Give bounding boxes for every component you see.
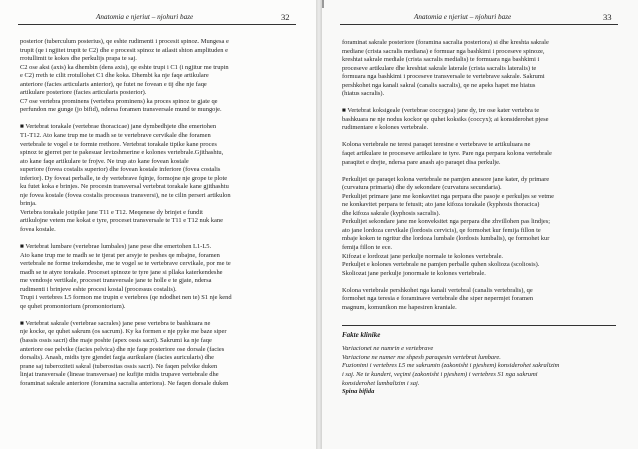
text-line: Kolona vertebrale ne teresi paraqet teresine e vertebrave te artikuluara ne bbox=[342, 141, 531, 149]
text-line: perfundon me gunge (jo bifid), ndersa foramen transversale mund te mungoje. bbox=[20, 106, 222, 114]
text-line: anteriore ose pelvike (facies pelvica) dhe nje faqe posteriore ose dorsale (facies bbox=[20, 345, 225, 353]
text-line: inferior). Dy foveat perballe, te dy vertebrave fqinje, formojne nje grope te plote bbox=[20, 174, 228, 182]
text-line: ato jane lordoza cervikale (lordosis cervicis), qe formohet kur femija fillon te bbox=[342, 226, 541, 234]
text-line: rudimentare e kolones vertebrale. bbox=[342, 124, 429, 132]
left-body bbox=[20, 38, 298, 388]
page-number: 32 bbox=[281, 12, 290, 22]
text-line: Variacione ne numer me shpesh paraqesin vertebrat lumbare. bbox=[342, 353, 501, 361]
text-line: e C2) rreth te cilit rrotullohet C1 dhe koka. Dhembi ka nje faqe artikulare bbox=[20, 72, 209, 80]
text-line: madh se te atyre torakale. Proceset spinoze te tyre jane si pllaka katerkendeshe bbox=[20, 268, 223, 276]
paragraph-lumbar bbox=[20, 243, 298, 311]
paragraph-curvatures bbox=[342, 176, 620, 279]
text-line: Kifozat e lordozat jane perkulje normale te kolones vertebrale. bbox=[342, 252, 504, 260]
text-line: foraminat sakrale anteriore (foramina sacralia anteriora). Ne faqen dorsale duken bbox=[20, 379, 229, 387]
text-line: vertebrale te vogel e te formte rrethore. Vertebrat torakale tipike kane proces bbox=[20, 140, 217, 148]
right-page bbox=[322, 0, 638, 449]
running-header: Anatomia e njeriut – njohuri baze bbox=[96, 13, 194, 21]
text-line: Variacionet ne numrin e vertebrave bbox=[342, 345, 434, 353]
text-line: magnum, komunikon me hapesiren kraniale. bbox=[342, 303, 457, 311]
text-line: konsiderohet lumbalizim i saj. bbox=[342, 379, 420, 387]
text-line: proceseve artikulare dhe kreshtat sakrale laterale (crista sacralis lateralis) te bbox=[342, 64, 537, 72]
text-line: spinoz te gjerret per te pakesuar levizshmerine e kolones vertebrale.Gjithashtu, bbox=[20, 149, 224, 157]
text-line: (bassis ossis sacri) dhe maje poshte (apex ossis sacri). Sakrumi ka nje faqe bbox=[20, 337, 212, 344]
paragraph-coccygeal bbox=[342, 107, 620, 133]
text-line: anteriore (facies articularis anterior), qe futet ne fovean e tij dhe nje faqe bbox=[20, 80, 207, 88]
paragraph-sacral bbox=[20, 320, 298, 388]
text-line: Perkulijet sekondare jane me konveksitet nga perpara dhe zhvillohen pas lindjes; bbox=[342, 218, 551, 226]
text-line: artikulare posteriore (facies articularis posterior). bbox=[20, 89, 147, 97]
paragraph-column bbox=[342, 141, 620, 167]
text-line: superiore (fovea costalis superior) dhe fovean kostale inferiore (fovea costalis bbox=[20, 166, 221, 174]
text-line: mbaje koken te ngritur dhe lordoza lumbale (lordosis lumbalis), qe formohet kur bbox=[342, 235, 550, 243]
text-line: Perkulijet primare jane me konkavitet nga perpara dhe pasoje e perkuljes se vetme bbox=[342, 192, 554, 200]
text-line: qe quhet promontorium (promontorium). bbox=[20, 302, 126, 310]
paragraph-canal bbox=[342, 287, 620, 313]
text-line: artikulojne vetem me kokat e tyre, proceset transversale te T11 e T12 nuk kane bbox=[20, 217, 223, 225]
text-line: dorsalis). Anash, midis tyre gjendet faqja aurikulare (facies auricularis) dhe bbox=[20, 354, 214, 362]
header-rule bbox=[18, 24, 296, 25]
text-line: pershkohet nga kanali sakral (canalis sacralis), qe ne apeks hapet me hiatus bbox=[342, 81, 536, 89]
paragraph-atlas-end bbox=[20, 38, 298, 64]
page-number: 33 bbox=[603, 12, 612, 22]
text-line: Skoliozat jane perkulje jonormale te kolones vertebrale. bbox=[342, 269, 486, 277]
right-body bbox=[342, 39, 620, 397]
left-page bbox=[0, 0, 316, 449]
text-line: formohet nga teresia e foraminave vertebrale dhe siper nepermjet foramen bbox=[342, 295, 534, 303]
text-line: ku futet koka e brinjes. Ne procesin transversal vertebrat torakale kane gjithashtu bbox=[20, 183, 229, 191]
text-line: trupit (qe i ngjitet trupit te C2) dhe e procesit spinoz te atlasit shton amplituden e bbox=[20, 46, 228, 54]
paragraph-axis bbox=[20, 64, 298, 115]
text-line: rrotullimit te kokes dhe perkulijs prapa te saj. bbox=[20, 55, 137, 63]
text-line: brinja. bbox=[20, 200, 37, 208]
text-line: T1-T12. Ato kane trup me te madh se te vertebrave cervikale dhe foramen bbox=[20, 131, 211, 139]
text-line: me vendosje vertikale, proceset transversale jane te holle e te gjate, ndersa bbox=[20, 277, 212, 285]
text-line: C2 ose aksi (axis) ka dhembin (dens axis), qe eshte trupi i C1 (i ngjitur me trupin bbox=[20, 63, 229, 71]
text-line: ne konkavitet perpara te fetusit; ato jane kifoza torakale (kyphosis thoracica) bbox=[342, 201, 540, 209]
text-line: femija fillon te ece. bbox=[342, 243, 393, 251]
text-line: faqet artikulare te proceseve artikulare te tyre. Pare nga perpara kolona vertebrale bbox=[342, 150, 552, 158]
paragraph-sacral-cont bbox=[342, 39, 620, 99]
text-line: rudimenti i brinjeve eshte procesi kostal (processus costalis). bbox=[20, 285, 177, 293]
text-line: C7 ose vertebra prominens (vertebra prominens) ka proces spinoz te gjate qe bbox=[20, 97, 218, 105]
text-line: ■ Vertebrat lumbare (vertebrae lumbales) jane pese dhe emertohen L1-L5. bbox=[20, 243, 212, 251]
text-line: vertebrale ne forme trekendeshe, me te vogel se te vertebrave cervikale, por me te bbox=[20, 260, 231, 268]
clinical-facts-title: Fakte klinike bbox=[342, 330, 381, 339]
text-line: Spina bifida bbox=[342, 388, 375, 396]
running-header: Anatomia e njeriut – njohuri baze bbox=[414, 13, 512, 21]
text-line: nje kocke, qe quhet sakrum (os sacrum). Ky ka formen e nje pyke me baze siper bbox=[20, 328, 227, 336]
text-line: kreshtat sakrale mediale (crista sacralis medialis) te formuara nga bashkimi i bbox=[342, 56, 540, 64]
header-rule bbox=[340, 24, 618, 25]
text-line: foraminat sakrale posteriore (foramina sacralia posteriora) si dhe kreshta sakrale bbox=[342, 39, 549, 46]
text-line: (curvatura primaria) dhe dy sekondare (curvatura secundaria). bbox=[342, 184, 502, 192]
text-line: formuara nga bashkimi i proceseve transversale te vertebrave sakrale. Sakrumi bbox=[342, 73, 545, 81]
text-line: dhe kifoza sakrale (kyphosis sacralis). bbox=[342, 209, 441, 217]
text-line: ■ Vertebrat torakale (vertebrae thoracicae) jane dymbedhjete dhe emertohen bbox=[20, 123, 217, 131]
text-line: nje fovea kostale (fovea costalis processus transversi), ne te cilin perseri artikulon bbox=[20, 191, 231, 199]
text-line: Kolona vertebrale pershkohet nga kanali vertebral (canalis vertebralis), qe bbox=[342, 286, 533, 294]
text-line: Ato kane trup me te madh se te tjerat per arsyje te peshes qe mbajne, foramen bbox=[20, 251, 220, 259]
text-line: i saj. Ne te kundert, veçimi (zakonisht i pjeshem) i vertebres S1 nga sakrumi bbox=[342, 371, 538, 378]
text-line: Vertebra torakale jotipike jane T11 e T12. Meqenese dy brinjet e fundit bbox=[20, 208, 203, 216]
text-line: ■ Vertebrat sakrale (vertebrae sacrales) jane pese vertebra te bashkuara ne bbox=[20, 319, 211, 327]
text-line: Perkuljet e kolones vertebrale ne pamjen perballe quhen skolioza (scoliosis). bbox=[342, 261, 540, 269]
text-line: fovea kostale. bbox=[20, 225, 56, 233]
scan-mark bbox=[322, 0, 324, 8]
clinical-facts-rule bbox=[342, 325, 616, 326]
text-line: Perkulijet qe paraqet kolona vertebrale ne pamjen anesore jane kater, dy primare bbox=[342, 175, 550, 183]
text-line: posterior (tuberculum posterius), qe eshte rudimenti i procesit spinoz. Mungesa e bbox=[20, 38, 229, 45]
text-line: Trupi i vertebres L5 formon me trupin e vertebres (qe ndodhet nen te) S1 nje kend bbox=[20, 294, 232, 302]
text-line: (hiatus sacralis). bbox=[342, 90, 385, 98]
text-line: bashkuara ne nje nodus kockor qe quhet koksiks (coccyx); ai konsiderohet pjese bbox=[342, 115, 549, 123]
text-line: ■ Vertebrat koksigeale (vertebrae coccygea) jane dy, tre ose kater vertebra te bbox=[342, 107, 540, 115]
text-line: Fuzionimi i vertebres L5 me sakrumin (zakonisht i pjeshem) konsiderohet sakralizim bbox=[342, 362, 560, 370]
paragraph-thoracic bbox=[20, 123, 298, 234]
text-line: mediane (crista sacralis mediana) e formuar nga bashkimi i proceseve spinoze, bbox=[342, 47, 545, 55]
text-line: prane saj tuberoziteti sakral (tuberositas ossis sacri). Ne faqen pelvike duken bbox=[20, 362, 218, 370]
text-line: linjat transversale (lineae transversae) ne kufijte midis trupave vertebrale dhe bbox=[20, 371, 219, 379]
clinical-facts-box bbox=[342, 345, 620, 396]
text-line: ato kane faqe artikulare te frojve. Ne trup ato kane fovean kostale bbox=[20, 157, 189, 165]
text-line: paraqitet e drejte, ndersa pare anash ajo paraqet disa perkulje. bbox=[342, 158, 501, 166]
